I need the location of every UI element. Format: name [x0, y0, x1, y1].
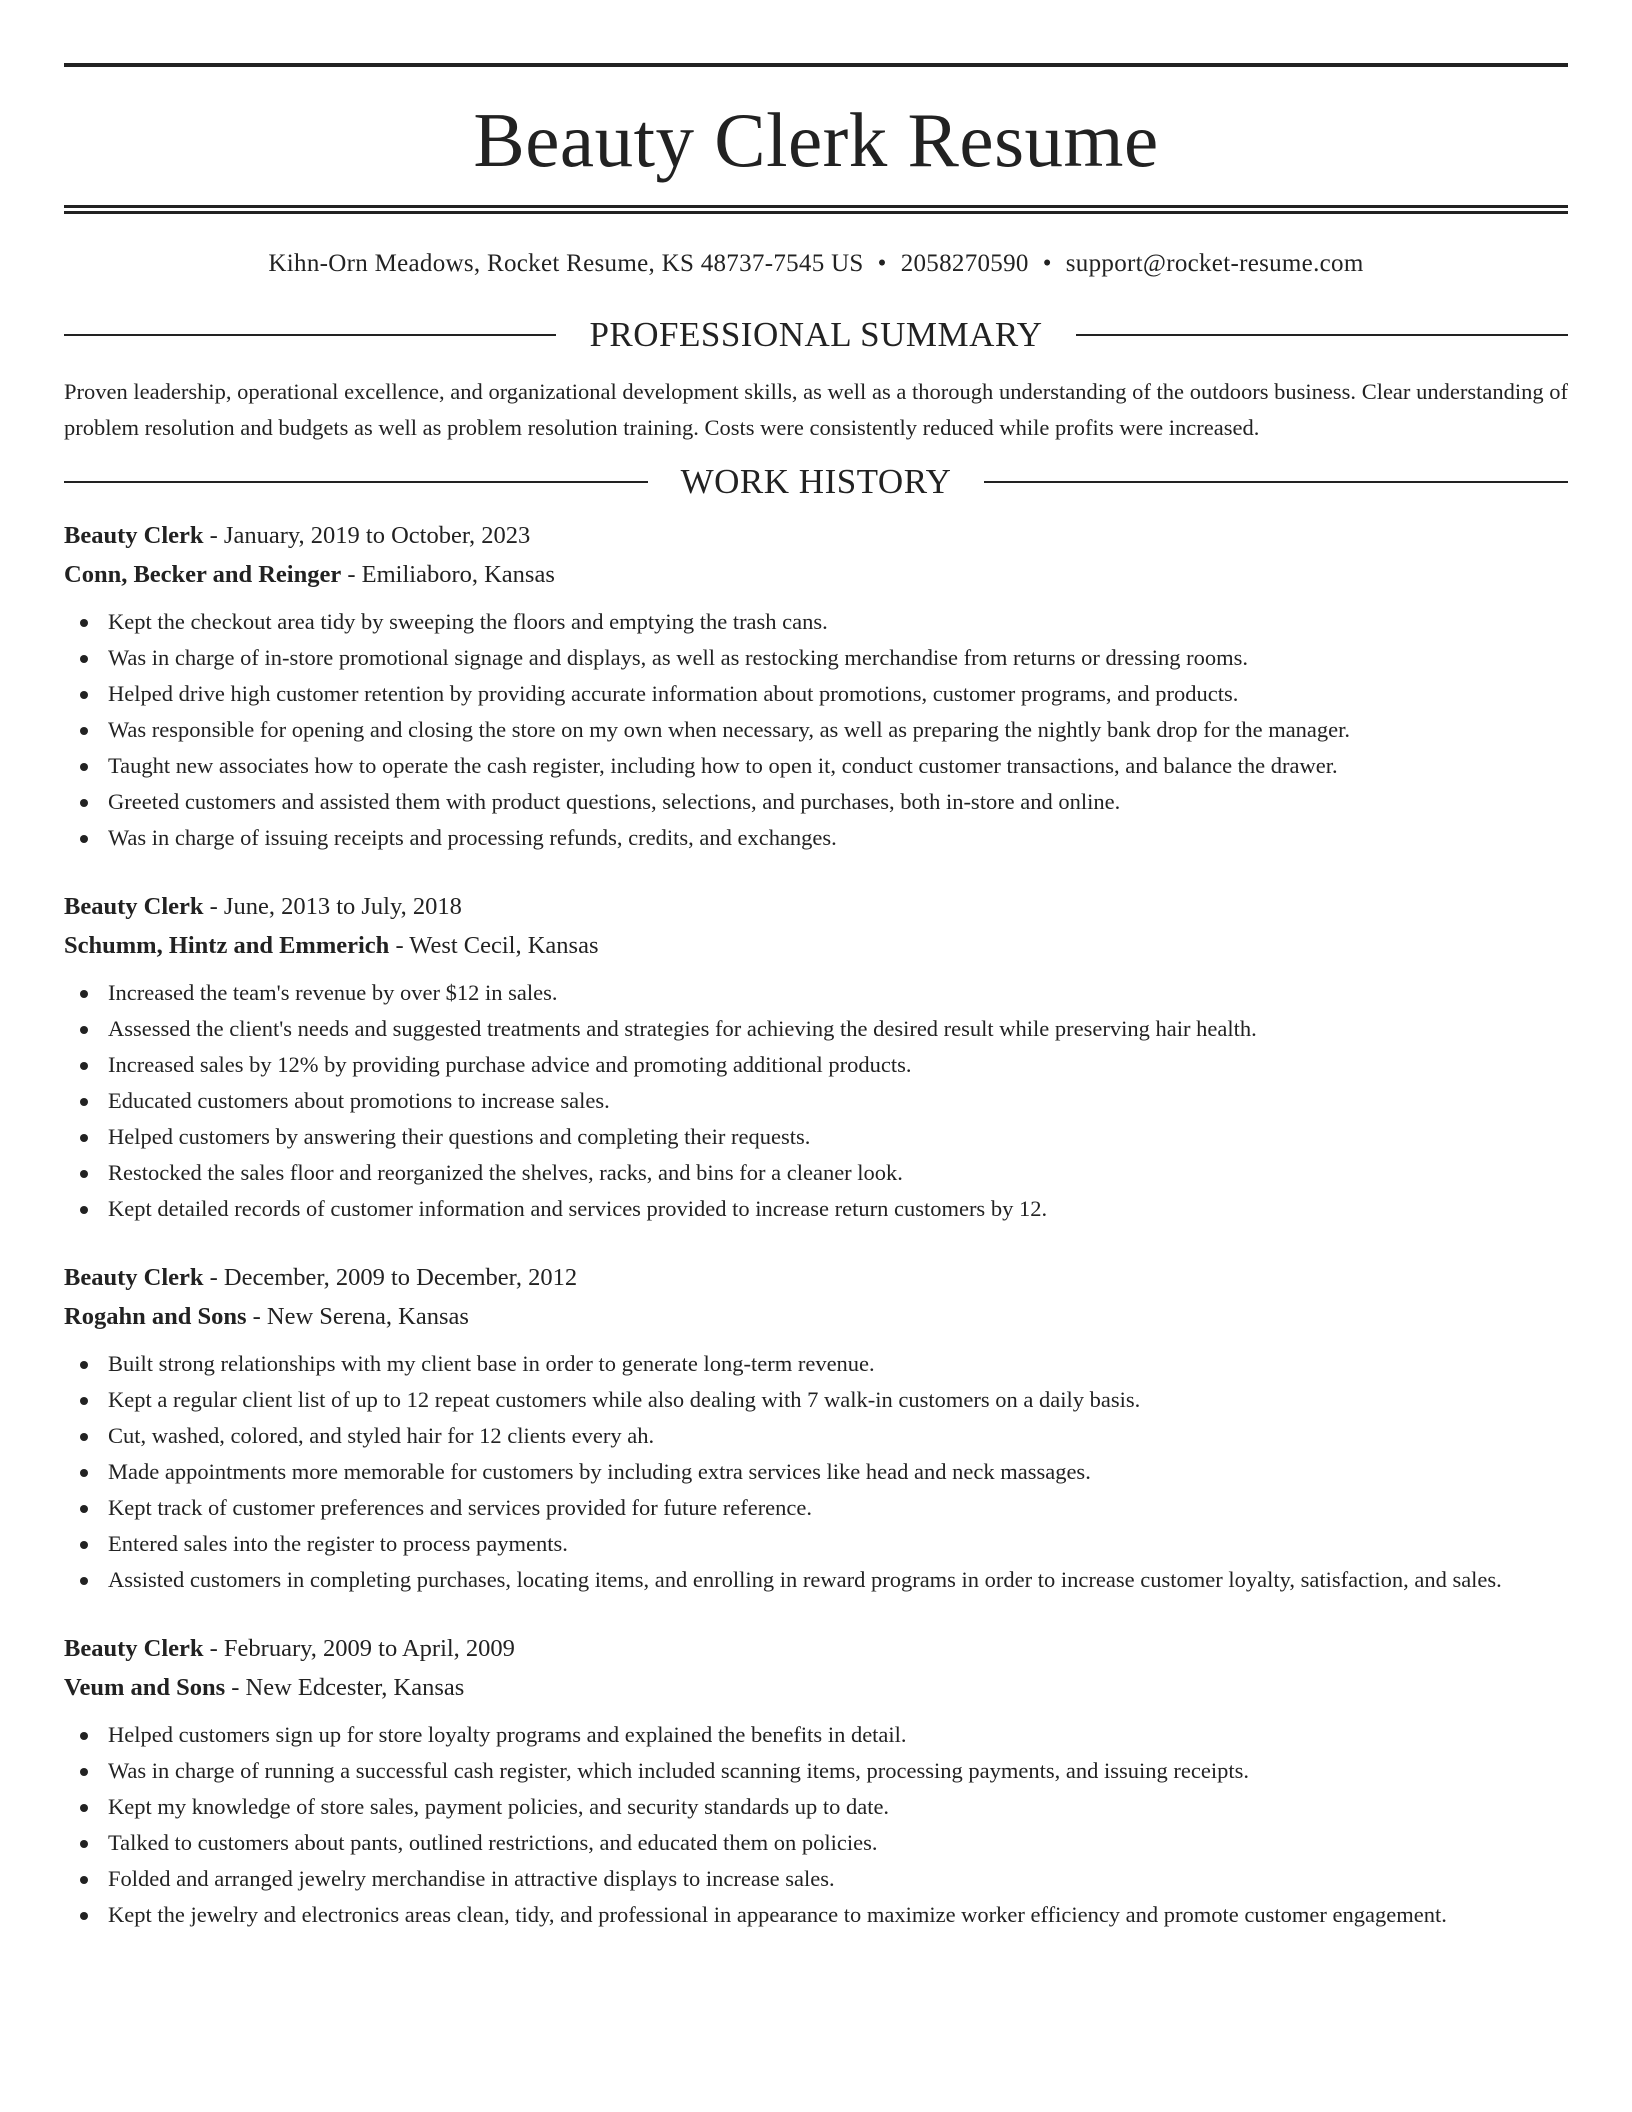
job-duty-item: Was in charge of issuing receipts and processing refunds, credits, and exchanges. [64, 820, 1568, 856]
header-double-rule [64, 205, 1568, 214]
job-duties-list [64, 1717, 1568, 1933]
job-duty-item: Helped customers sign up for store loyalty programs and explained the benefits in detail. [64, 1717, 1568, 1753]
section-rule-left [64, 334, 556, 336]
job-duty-item: Built strong relationships with my client base in order to generate long-term revenue. [64, 1346, 1568, 1382]
job-company-line [64, 1668, 1568, 1707]
job-duty-item: Kept detailed records of customer information and services provided to increase return customers by 12. [64, 1191, 1568, 1227]
job-duty-item: Helped drive high customer retention by providing accurate information about promotions, customer programs, and products. [64, 676, 1568, 712]
work-history-list [64, 516, 1568, 1933]
job-duty-item: Taught new associates how to operate the cash register, including how to open it, conduct customer transactions, and balance the drawer. [64, 748, 1568, 784]
job-duty-item: Was in charge of in-store promotional signage and displays, as well as restocking merchandise from returns or dressing rooms. [64, 640, 1568, 676]
job-duty-item: Assisted customers in completing purchases, locating items, and enrolling in reward programs in order to increase customer loyalty, satisfaction, and sales. [64, 1562, 1568, 1598]
job-duty-item: Kept my knowledge of store sales, payment policies, and security standards up to date. [64, 1789, 1568, 1825]
job-entry [64, 1629, 1568, 1933]
job-duty-item: Made appointments more memorable for customers by including extra services like head and neck massages. [64, 1454, 1568, 1490]
job-duty-item: Cut, washed, colored, and styled hair for 12 clients every ah. [64, 1418, 1568, 1454]
job-duty-item: Talked to customers about pants, outlined restrictions, and educated them on policies. [64, 1825, 1568, 1861]
job-title: Beauty Clerk [64, 1635, 204, 1662]
contact-separator: • [877, 250, 887, 277]
section-rule-left [64, 481, 648, 483]
work-section-heading [64, 462, 1568, 502]
job-duties-list [64, 1346, 1568, 1598]
job-company: Rogahn and Sons [64, 1303, 247, 1330]
job-company: Veum and Sons [64, 1674, 226, 1701]
job-duty-item: Educated customers about promotions to increase sales. [64, 1083, 1568, 1119]
job-company-line [64, 926, 1568, 965]
job-title-line [64, 887, 1568, 926]
job-duty-item: Assessed the client's needs and suggested treatments and strategies for achieving the desired result while preserving hair health. [64, 1011, 1568, 1047]
job-entry [64, 887, 1568, 1227]
job-duty-item: Folded and arranged jewelry merchandise in attractive displays to increase sales. [64, 1861, 1568, 1897]
job-dates: - June, 2013 to July, 2018 [203, 893, 462, 920]
job-duty-item: Restocked the sales floor and reorganized the shelves, racks, and bins for a cleaner look. [64, 1155, 1568, 1191]
job-duty-item: Was responsible for opening and closing the store on my own when necessary, as well as preparing the nightly bank drop for the manager. [64, 712, 1568, 748]
summary-text: Proven leadership, operational excellence, and organizational development skills, as well as a thorough understanding of the outdoors business. Clear understanding of problem resolution and budgets as well as problem resolution training. Costs were consistently reduced while profits were increased. [64, 379, 1568, 440]
job-duty-item: Was in charge of running a successful cash register, which included scanning items, processing payments, and issuing receipts. [64, 1753, 1568, 1789]
job-title-line [64, 1258, 1568, 1297]
job-title-line [64, 516, 1568, 555]
contact-phone[interactable]: 2058270590 [900, 250, 1029, 277]
job-duty-item: Kept the jewelry and electronics areas clean, tidy, and professional in appearance to maximize worker efficiency and promote customer engagement. [64, 1897, 1568, 1933]
job-entry [64, 516, 1568, 856]
job-duties-list [64, 604, 1568, 856]
contact-separator: • [1042, 250, 1052, 277]
contact-email[interactable]: support@rocket-resume.com [1065, 250, 1364, 277]
job-company: Conn, Becker and Reinger [64, 561, 342, 588]
contact-address: Kihn-Orn Meadows, Rocket Resume, KS 48737-7545 US [268, 250, 864, 277]
job-location: - West Cecil, Kansas [389, 932, 599, 959]
header-top-rule [64, 63, 1568, 67]
job-dates: - December, 2009 to December, 2012 [203, 1264, 578, 1291]
work-heading: WORK HISTORY [680, 462, 952, 501]
job-company: Schumm, Hintz and Emmerich [64, 932, 390, 959]
job-duty-item: Greeted customers and assisted them with product questions, selections, and purchases, both in-store and online. [64, 784, 1568, 820]
job-title-line [64, 1629, 1568, 1668]
job-duty-item: Increased the team's revenue by over $12 in sales. [64, 975, 1568, 1011]
section-rule-right [1076, 334, 1568, 336]
job-title: Beauty Clerk [64, 893, 204, 920]
job-location: - New Serena, Kansas [246, 1303, 469, 1330]
job-duty-item: Entered sales into the register to process payments. [64, 1526, 1568, 1562]
job-dates: - January, 2019 to October, 2023 [203, 522, 531, 549]
contact-line [64, 249, 1568, 279]
resume-title: Beauty Clerk Resume [473, 97, 1159, 183]
section-rule-right [984, 481, 1568, 483]
summary-heading: PROFESSIONAL SUMMARY [589, 315, 1043, 354]
job-company-line [64, 1297, 1568, 1336]
job-duties-list [64, 975, 1568, 1227]
job-duty-item: Kept the checkout area tidy by sweeping the floors and emptying the trash cans. [64, 604, 1568, 640]
job-title: Beauty Clerk [64, 522, 204, 549]
job-entry [64, 1258, 1568, 1598]
job-dates: - February, 2009 to April, 2009 [203, 1635, 515, 1662]
job-company-line [64, 555, 1568, 594]
job-title: Beauty Clerk [64, 1264, 204, 1291]
summary-section-heading [64, 315, 1568, 355]
job-duty-item: Kept a regular client list of up to 12 repeat customers while also dealing with 7 walk-in customers on a daily basis. [64, 1382, 1568, 1418]
job-location: - Emiliaboro, Kansas [341, 561, 555, 588]
resume-page [64, 0, 1568, 1933]
job-duty-item: Kept track of customer preferences and services provided for future reference. [64, 1490, 1568, 1526]
job-duty-item: Helped customers by answering their questions and completing their requests. [64, 1119, 1568, 1155]
job-duty-item: Increased sales by 12% by providing purchase advice and promoting additional products. [64, 1047, 1568, 1083]
job-location: - New Edcester, Kansas [225, 1674, 465, 1701]
